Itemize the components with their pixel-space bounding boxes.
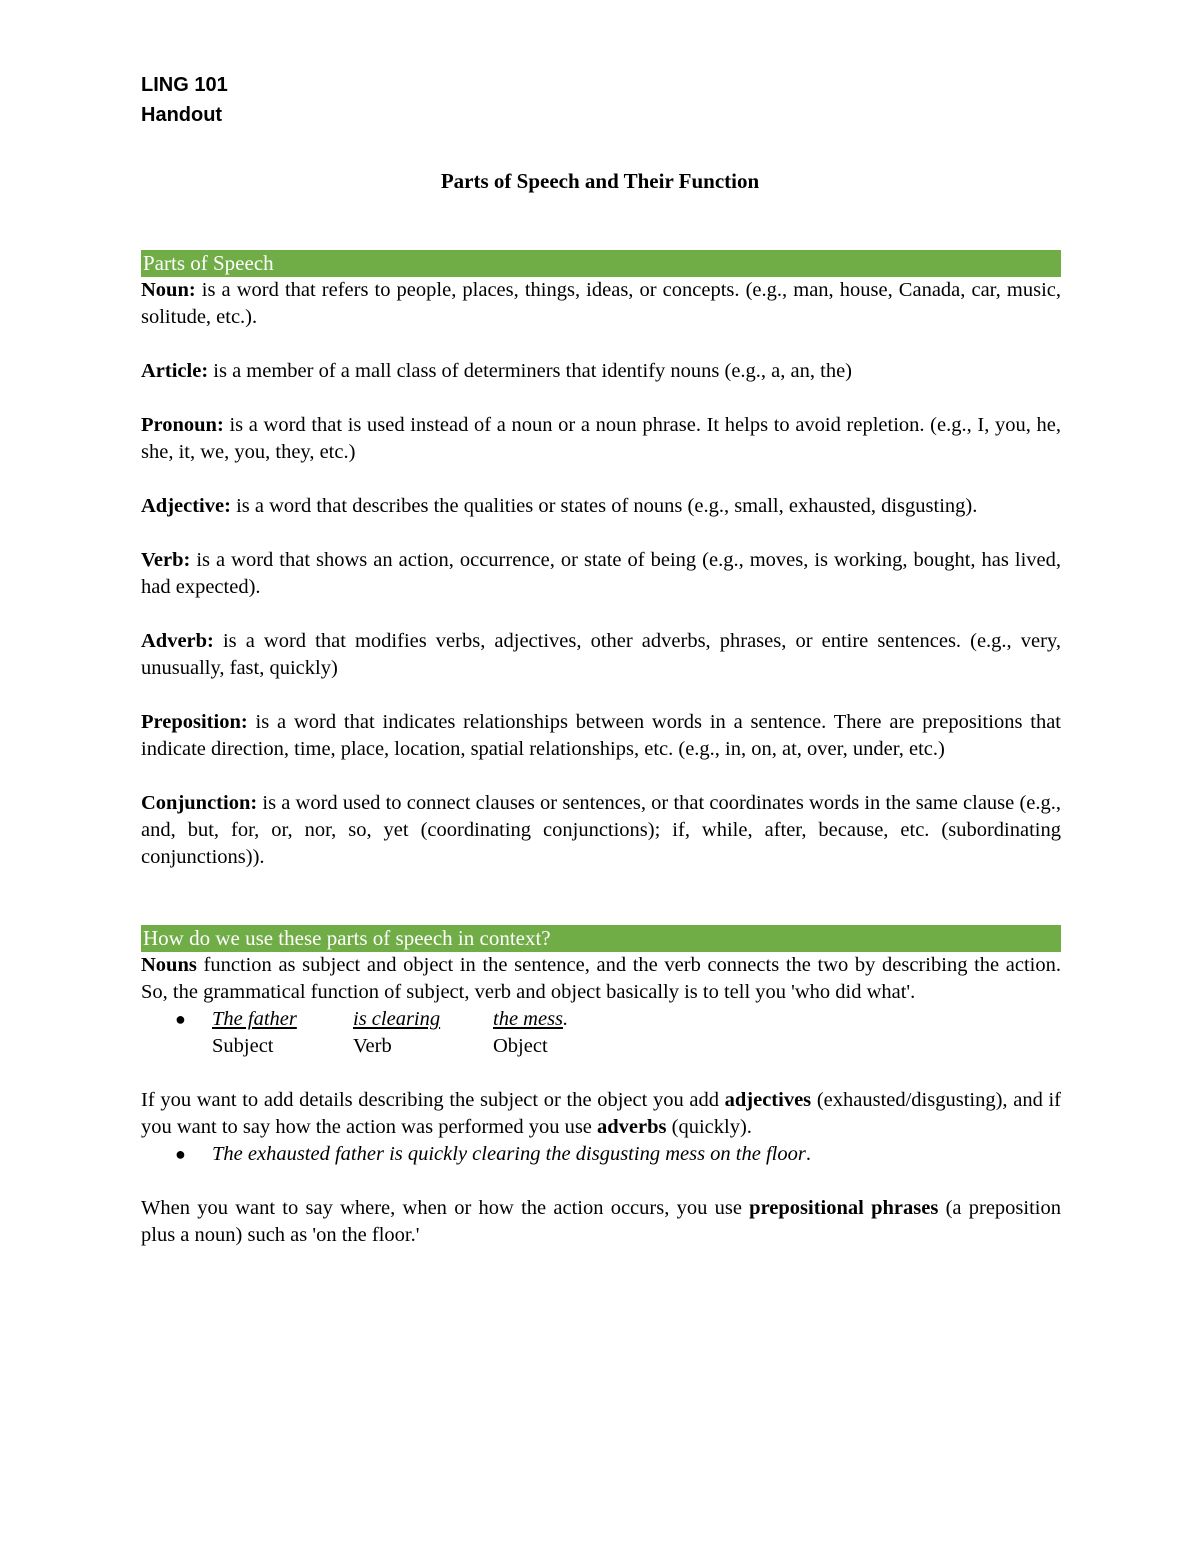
label-verb: Verb <box>353 1035 392 1057</box>
context-paragraph-prepositions <box>141 1195 1061 1249</box>
term-label: Preposition: <box>141 711 248 733</box>
label-object: Object <box>493 1035 548 1057</box>
bold-term-prepositional-phrases: prepositional phrases <box>749 1197 939 1219</box>
term-label: Noun: <box>141 279 196 301</box>
term-label: Pronoun: <box>141 414 224 436</box>
example-object: the mess <box>493 1008 564 1030</box>
example-period: . <box>805 1143 811 1165</box>
course-header <box>141 70 228 130</box>
bold-term: Nouns <box>141 954 197 976</box>
example-labels <box>141 1033 1061 1060</box>
term-label: Adverb: <box>141 630 214 652</box>
paragraph-text: When you want to say where, when or how the action occurs, you use <box>141 1197 750 1219</box>
term-label: Conjunction: <box>141 792 258 814</box>
example-sentence-1 <box>141 1006 1061 1033</box>
definition-text: is a word that is used instead of a noun or a noun phrase. It helps to avoid repletion. (e.g., I, you, he, she, it, we, you, they, etc.) <box>141 414 1061 463</box>
example-verb: is clearing <box>353 1008 441 1030</box>
definition-text: is a member of a mall class of determiners that identify nouns (e.g., a, an, the) <box>208 360 852 382</box>
context-paragraph-modifiers <box>141 1087 1061 1141</box>
definition-text: is a word that shows an action, occurrence, or state of being (e.g., moves, is working, bought, has lived, had expected). <box>141 549 1061 598</box>
term-label: Verb: <box>141 549 191 571</box>
paragraph-text: function as subject and object in the sentence, and the verb connects the two by describing the action. So, the grammatical function of subject, verb and object basically is to tell you 'who did what'. <box>141 954 1061 1003</box>
document-body <box>141 250 1061 1249</box>
paragraph-text: If you want to add details describing the subject or the object you add <box>141 1089 725 1111</box>
definition-text: is a word that indicates relationships between words in a sentence. There are prepositions that indicate direction, time, place, location, spatial relationships, etc. (e.g., in, on, at, over, under, etc.) <box>141 711 1061 760</box>
bold-term-adjectives: adjectives <box>724 1089 812 1111</box>
example-period: . <box>563 1008 569 1030</box>
label-subject: Subject <box>212 1035 274 1057</box>
example-sentence-2 <box>141 1141 1061 1168</box>
definition-text: is a word used to connect clauses or sentences, or that coordinates words in the same clause (e.g., and, but, for, or, nor, so, yet (coordinating conjunctions); if, while, after, because, etc. (subordinating conjunctions)). <box>141 792 1061 868</box>
context-paragraph-nouns <box>141 952 1061 1006</box>
definition-text: is a word that modifies verbs, adjectives, other adverbs, phrases, or entire sentences. (e.g., very, unusually, fast, quickly) <box>141 630 1061 679</box>
definition-text: is a word that refers to people, places, things, ideas, or concepts. (e.g., man, house, Canada, car, music, solitude, etc.). <box>141 279 1061 328</box>
definition-pronoun <box>141 412 1061 466</box>
term-label: Adjective: <box>141 495 231 517</box>
paragraph-text: (exhausted/disgusting), and if you want to say how the action was performed you use <box>141 1089 1061 1138</box>
document-title: Parts of Speech and Their Function <box>440 169 760 193</box>
section-heading-parts-of-speech: Parts of Speech <box>141 250 1061 277</box>
example-sentence-text: The exhausted father is quickly clearing the disgusting mess on the floor <box>212 1143 806 1165</box>
paragraph-text: (quickly). <box>666 1116 752 1138</box>
definition-noun <box>141 277 1061 331</box>
course-code: LING 101 <box>141 74 228 96</box>
section-heading-context: How do we use these parts of speech in context? <box>141 925 1061 952</box>
definition-text: is a word that describes the qualities or states of nouns (e.g., small, exhausted, disgusting). <box>230 495 978 517</box>
bold-term-adverbs: adverbs <box>597 1116 667 1138</box>
paragraph-text: (a preposition plus a noun) such as 'on the floor.' <box>141 1197 1061 1246</box>
term-label: Article: <box>141 360 209 382</box>
bullet-icon: ● <box>175 1009 186 1029</box>
definition-adjective <box>141 493 1061 520</box>
definition-conjunction <box>141 790 1061 871</box>
bullet-icon: ● <box>175 1144 186 1164</box>
definition-adverb <box>141 628 1061 682</box>
definition-preposition <box>141 709 1061 763</box>
doc-type: Handout <box>141 104 223 126</box>
example-subject: The father <box>212 1008 297 1030</box>
definition-verb <box>141 547 1061 601</box>
definition-article <box>141 358 1061 385</box>
